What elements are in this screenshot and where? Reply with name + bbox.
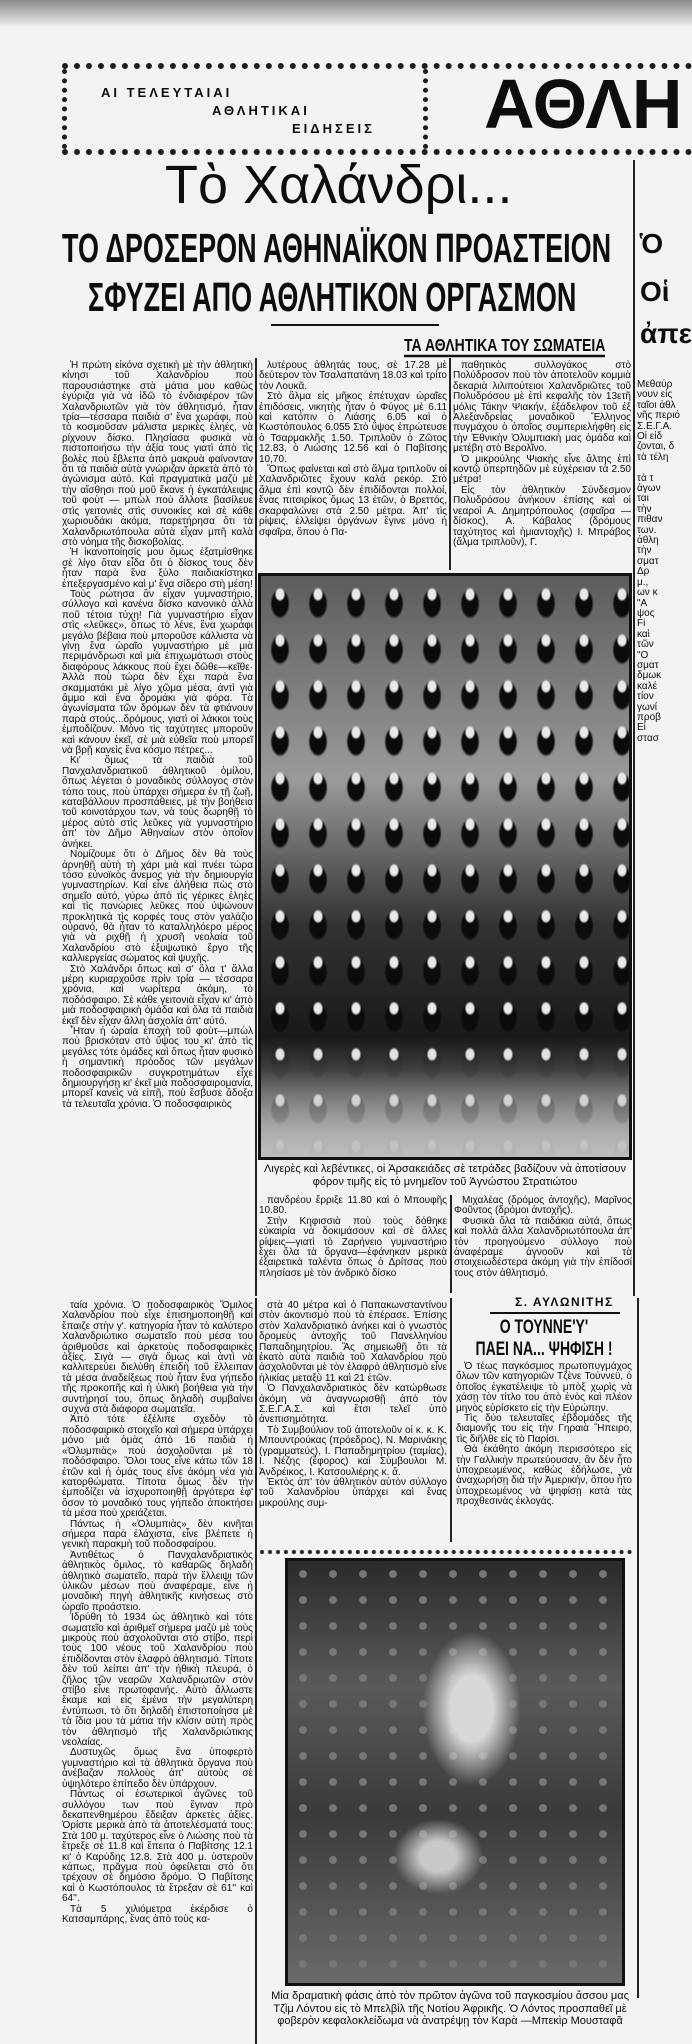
- text-fragment: στασ: [637, 732, 659, 744]
- text-fragment: τίον: [637, 691, 654, 703]
- scan-edge: [0, 0, 692, 26]
- text-fragment: τὰ τ: [637, 472, 654, 484]
- text-fragment: νουν εἰς: [637, 389, 673, 401]
- article-title: Τὸ Χαλάνδρι...: [165, 155, 513, 215]
- paragraph: Φυσικὰ ὅλα τὰ παιδάκια αὐτά, ὅπως καὶ πολλὰ ἄλλα Χαλανδριωτόπουλα ἀπ' τὸν προηγούμενο σύλλογο ποὺ ἀναφέραμε ἀγνοοῦν καὶ τὰ στοιχειωδέστερα ἀκόμη γιὰ τὴν ἐπίδοσί τους στὸν ἀθλητισμό.: [454, 1215, 632, 1279]
- text-fragment: δμωκ: [637, 670, 662, 682]
- paragraph: Πάντως ἡ «Ὀλυμπιὰς» δὲν κινῆται σήμερα παρὰ ἐλάχιστα, εἶνε βλέπετε ἡ γενικὴ παρακμὴ τοῦ ποδοσφαίρου.: [62, 1518, 253, 1551]
- paragraph: Τὶς δύο τελευταῖες ἑβδομάδες τῆς διαμονῆς του εἰς τὴν Γηραιὰ Ἤπειρο, τὶς διῆλθε εἰς τὸ Παρίσι.: [456, 1413, 632, 1445]
- paragraph: Στὸ Χαλάνδρι ὅπως καὶ σ' ὅλα τ' ἄλλα μέρη κυριαρχοῦσε πρὶν τρία — τέσσαρα χρόνια, καὶ νωρίτερα ἀκόμη, τὸ ποδόσφαιρο. Σὲ κάθε γειτονιὰ εἶχαν κι' ἀπὸ μιὰ ποδοσφαιρικὴ ὁμάδα καὶ ὅλα τὰ παιδιὰ ἐκεῖ δὲν εἶχαν ἄλλη ἀσχολία ἀπ' αὐτό.: [62, 963, 253, 1027]
- paragraph: Στὴν Κηφισσιὰ ποὺ τοὺς δόθηκε εὐκαιρία νὰ δοκιμάσουν καὶ σὲ ἄλλες ρίψεις—γιατὶ τὸ Ζαρήνειο γυμναστήριο ἔχει ὅλα τὰ ὄργανα—ἐφάνηκαν μερικὰ ἐξαιρετικὰ ταλέντα ὅπως ὁ Δρίτσας ποὺ πλησίασε μὲ τὸν ἀνδρικὸ δίσκο: [259, 1215, 447, 1279]
- adjacent-article-fragment: [637, 380, 691, 744]
- text-fragment: τὴν: [637, 503, 652, 515]
- article-column-3: [453, 361, 631, 548]
- column-rule: [633, 160, 635, 1296]
- adjacent-headline-fragment: ἀπε: [640, 318, 692, 349]
- paragraph: Ὁ μικρούλης Ψιακὴς εἶνε ἄλτης ἐπὶ κοντῷ ὑπερπηδῶν μὲ εὐχέρειαν τὰ 2.50 μέτρα!: [453, 453, 631, 486]
- paragraph: Ἦταν ἡ ὡραία ἐποχὴ τοῦ φοὺτ—μπὼλ ποὺ βρισκόταν στὸ ὕψος του κι' ἀπὸ τὶς μεγάλες τότε ὁμάδες καὶ ὅπως ἦταν φυσικὸ ἡ σημαντικὴ πρόοδος τῶν μεγάλων ποδοσφαιρικῶν συγκροτημάτων εἶχε δημιουργήσῃ κι' ἐκεῖ μιὰ ποδοσφαιρομανία, μπορεῖ κανεὶς νὰ εἰπῇ, ποὺ ἔσβυσε ἄδοξα τὰ τελευταῖα χρόνια. Ὁ ποδοσφαιρικὸς: [62, 1026, 253, 1110]
- text-fragment: Fi: [637, 618, 646, 630]
- paragraph: ταία χρόνια. Ὁ ποδοσφαιρικὸς Ὅμιλος Χαλανδρίου ποὺ εἶχε ἐπισημοποιηθῇ καὶ ἔπαιζε στὴν γ'. κατηγορία ἦταν τὸ καλύτερο Χαλανδριώτικο σωματεῖο ποὺ μέσα του ἀριθμοῦσε καὶ ἀρκετοὺς ποδοσφαιρικὲς ἀξίες. Σιγὰ — σιγὰ ὅμως καὶ ἀντὶ νὰ καλλιτερεύει διελύθη ἐπειδὴ τοῦ ἔλλειπαν τὰ μέσα ἀναδείξεως ποὺ ἦταν ἕνα γήπεδο τῆς προκοπῆς καὶ ἡ ὑλικὴ βοήθεια γιὰ τὴν συντήρησί του, ὅπως δηλαδὴ συμβαίνει συχνὰ στὰ διάφορα σωματεῖα.: [62, 1300, 253, 1416]
- paragraph: λυτέρους ἀθλητάς τους, σὲ 17.28 μὲ δεύτερον τὸν Τσαλαπατάνη 18.03 καὶ τρίτο τὸν Λουκᾶ.: [259, 360, 447, 392]
- byline-rule: [490, 1312, 620, 1314]
- paragraph: Τὰ 5 χιλιόμετρα ἐκέρδισε ὁ Κατσαμπάρης, ἕνας ἀπὸ τοὺς κα-: [62, 1903, 253, 1925]
- article-column-2-continued: [259, 1196, 447, 1279]
- text-fragment: νῆς περιό: [637, 410, 680, 422]
- column-rule: [637, 1298, 639, 1998]
- article-column-1-bottom: [62, 1301, 253, 1925]
- text-fragment: τὰ τέλη: [637, 451, 669, 463]
- paragraph: Δυστυχῶς ὅμως ἕνα ὑποφερτὸ γυμναστήριο καὶ τὰ ἀθλητικὰ ὄργανα ποὺ ἀνέβαζαν πολλοὺς ἀπ' αὐτοὺς σὲ ὑψηλότερο ἐπίπεδο δὲν ὑπάρχουν.: [62, 1747, 253, 1790]
- column-rule: [255, 358, 257, 1296]
- text-fragment: Μεθαύρ: [637, 379, 673, 390]
- text-fragment: των.: [637, 524, 657, 536]
- text-fragment: καὶ: [637, 628, 650, 640]
- text-fragment: Σ.Ε.Γ.Α.: [637, 420, 673, 432]
- text-fragment: ἀγων: [637, 483, 661, 495]
- paragraph: στὰ 40 μέτρα καὶ ὁ Παπακωνσταντίνου στὸν ἀκοντισμὸ ποὺ τὰ ἐπέρασε. Ἐπίσης στὸν Χαλανδριατικὸ ἀνήκει καὶ ὁ γνωστὸς δρομεὺς ἀντοχῆς τοῦ Πανελληνίου Παπαδημητρίου. Ἂς σημειωθῇ ὅτι τὰ ἑκατὸ αὐτὰ παιδιὰ τοῦ Χαλανδρίου ποὺ ἀσχολοῦνται μὲ τὸν ἐλαφρὸ ἀθλητισμὸ εἶνε ἡλικίας μεταξὺ 11 καὶ 21 ἐτῶν.: [259, 1300, 447, 1384]
- text-fragment: ἀθλη: [637, 535, 659, 547]
- text-fragment: καλέ: [637, 680, 658, 692]
- column-rule: [255, 1298, 257, 2044]
- text-fragment: προβ: [637, 711, 661, 723]
- kicker-line: ΕΙΔΗΣΕΙΣ: [292, 121, 375, 136]
- paragraph: Ἀπὸ τότε ἐξέλιπε σχεδὸν τὸ ποδοσφαιρικὸ στοιχεῖο καὶ σήμερα ὑπάρχει μόνο μιὰ ὁμὰς ἀπὸ 16 παιδιὰ ἡ «Ὀλυμπιὰς» ποὺ ἀσχολοῦνται μὲ τὸ ποδόσφαιρο. Ὅλοι τους εἶνε κάτω τῶν 18 ἐτῶν καὶ ἡ ὁμάς τους εἶνε ἀκόμη νέα γιὰ κατορθώματα. Τίποτα ὅμως δὲν τὴν ἐμποδίζει νὰ ἰσχυροποιηθῇ ἀργότερα ἐφ' ὅσον τὸ μοναδικό τους γήπεδο ἀποκτήσει τὰ μέσα ποὺ χρειάζεται.: [62, 1414, 253, 1520]
- masthead: ΑΘΛΗ: [484, 65, 683, 143]
- paragraph: Ἱδρύθη τὸ 1934 ὡς ἀθλητικὸ καὶ τότε σωματεῖο καὶ ἀριθμεῖ σήμερα μαζὺ μὲ τοὺς μικροὺς ποὺ ἀσχολοῦνται στὸ στίβο, περὶ τοὺς 100 νέους τοῦ Χαλανδρίου ποὺ ἐπιδίδονται στὸν ἐλαφρὸ ἀθλητισμό. Τίποτε δὲν τοῦ λείπει ἀπ' τὴν ἠθικὴ πλευρά, ὁ ζῆλος τῶν νεαρῶν Χαλανδριωτῶν στὸν στίβο εἶνε πρωτοφανής. Αὐτὸ ἄλλωστε ἔκαμε καὶ εἰς ἐμένα τὴν μεγαλύτερη ἐντύπωσι, τὸ ὅτι δηλαδὴ ἐπιστοποίησα μὲ τὰ ἴδια μου τὰ μάτια τὴν κλίσιν αὐτὴ πρὸς τὸν ἀθλητισμὸ τῆς Χαλανδριώτικης νεολαίας.: [62, 1612, 253, 1749]
- paragraph: Πάντως οἱ ἐσωτερικοὶ ἀγῶνες τοῦ συλλόγου των ποὺ ἔγιναν πρὸ δεκαπενθημέρου ἔδειξαν ἀρκετὲς ἀξίες. Ὁρίστε μερικὰ ἀπὸ τὰ ἀποτελέσματά τους: Στὰ 100 μ. ταχύτερος εἶνε ὁ Λιώσης ποὺ τὰ ἔτρεξε σὲ 11.8 καὶ ἔπειτα ὁ Παβίτσης 12.1 κι' ὁ Καρύδης 12.8. Στὰ 400 μ. ὑστεροῦν κάπως, πρᾶγμα ποὺ ὀφείλεται στὸ ὅτι τρέχουν σὲ δημόσιο δρόμο. Ὁ Παβίτσης καὶ ὁ Κωστόπουλος τὰ ἔτρεξαν σὲ 61'' καὶ 64''.: [62, 1789, 253, 1905]
- text-fragment: μ.,: [637, 576, 649, 588]
- tunney-headline-line: Ο ΤΟΥΝΝΕ'Υ': [499, 1314, 589, 1337]
- section-heading: ΤΑ ΑΘΛΗΤΙΚΑ ΤΟΥ ΣΩΜΑΤΕΙΑ: [404, 336, 605, 357]
- column-rule: [449, 358, 451, 570]
- paragraph: Ὁ Πανχαλανδριατικὸς δὲν κατώρθωσε ἀκόμη νὰ ἀναγνωρισθῇ ἀπὸ τὸν Σ.Ε.Γ.Α.Σ. καὶ ἔτσι τελεῖ ὑπὸ ἀνεπισημότητα.: [259, 1383, 447, 1426]
- text-fragment: τῶν: [637, 639, 654, 651]
- text-fragment: ζονται, δ: [637, 441, 675, 453]
- headline-line: ΣΦΥΖΕΙ ΑΠΟ ΑΘΛΗΤΙΚΟΝ ΟΡΓΑΣΜΟΝ: [88, 275, 577, 320]
- text-fragment: ται: [637, 493, 649, 505]
- text-fragment: σματ: [637, 555, 659, 567]
- paragraph: Ἡ ἱκανοποίησίς μου ὅμως ἐξατμίσθηκε σὲ λίγο ὅταν εἶδα ὅτι ὁ δίσκος τους δὲν ἦταν παρὰ ἕνα ξύλο παιδιακίστηκα ἐπεξεργασμένο καὶ μ' ἕνα σίδερο στὴ μέση!: [62, 547, 253, 590]
- paragraph: Μιχαλέας (δρόμος ἀντοχῆς), Μαρῖνος Φοῦντος (δρόμοι ἀντοχῆς).: [454, 1195, 632, 1217]
- paragraph: Ἀντιθέτως ὁ Πανχαλανδριατικὸς ἀθλητικὸς ὅμιλος, τὸ καθαρῶς δηλαδὴ ἀθλητικὸ σωματεῖο, παρὰ τὴν ἔλλειψι τῶν ὑλικῶν μέσων ποὺ ἀναφέραμε, εἶνε ἡ μοναδικὴ πηγὴ ἀθλητικῆς κινήσεως στὸ ὡραῖο προάστειο.: [62, 1549, 253, 1613]
- paragraph: Εἰς τὸν ἀθλητικὸν Σύνδεσμον Πολυδρόσου ἀνήκουν ἐπίσης καὶ οἱ νεαροὶ Α. Δημητρόπουλος (σφαῖρα — δίσκος), Α. Κάβαλος (δρόμους ταχύτητος καὶ ἡμιαντοχῆς) Ι. Μπράβος (ἅλμα τριπλοῦν), Γ.: [453, 484, 631, 548]
- column-rule: [450, 1298, 452, 1542]
- paragraph: Τὸ Συμβούλιον τοῦ ἀποτελοῦν οἱ κ. κ. Κ. Μπουντρούκας (πρόεδρος), Ν. Μαρινάκης (γραμματεύς), Ι. Παπαδημητρίου (ταμίας), Ι. Νέζης (ἔφορος) καὶ Σύμβουλοι Μ. Ἀνδρέικος, Ι. Κατσουλιέρης κ. ἄ.: [259, 1424, 447, 1478]
- paragraph: Κι' ὅμως τὰ παιδιὰ τοῦ Πανχαλανδριατικοῦ ἀθλητικοῦ ὁμίλου, ὅπως λέγεται ὁ μοναδικὸς σύλλογος στὸν τόπο τους, ποὺ ὑπάρχει σήμερα ἐν τῇ ζωῇ, καταβάλλουν προσπάθειες, μὲ τὴν βοήθεια τοῦ κοινοτάρχου των, νὰ τοὺς δωρηθῇ τὸ μέρος αὐτὸ στὶς λεῦκες γιὰ γυμναστήριο ἀπ' τὸν Δῆμο Ἀθηναίων στὸν ὁποῖον ἀνήκει.: [62, 755, 253, 850]
- article-column-1: [62, 361, 253, 1110]
- paragraph: Στὸ ἅλμα εἰς μῆκος ἐπέτυχαν ὡραῖες ἐπιδόσεις, νικητὴς ἦταν ὁ Φύγος μὲ 6.11 καὶ κατόπιν ὁ Λιάσης 6.05 καὶ ὁ Κωστόπουλος 6.055 Στὸ ὕψος ἐπρώτευσε ὁ Τσαρμακλῆς 1.50. Τριπλοῦν ὁ Ζῶτος 12.83, ὁ Λιώσης 12.56 καὶ ὁ Παβίτσης 10,70.: [259, 391, 447, 465]
- paragraph: Νομίζουμε ὅτι ὁ Δῆμος δὲν θὰ τοὺς ἀρνηθῇ αὐτὴ τὴ χάρι μιὰ καὶ πνέει τώρα τόσο εὐνοϊκὸς ἄνεμος γιὰ τὴν δημιουργία γυμναστηρίων. Καὶ εἶνε ἀλήθεια πὼς στὸ σημεῖο αὐτό, γύρω ἀπὸ τὶς γέρικες ἐληὲς καὶ τὶς πανώριες λεῦκες ποὺ ὑψώνουν προκλητικὰ τὶς κορφές τους στὸν γαλάζιο οὐρανό, θὰ ἦταν τὸ καταλληλόερο μέρος γιὰ νὰ ριχθῇ ἡ χρυσῆ νεολαία τοῦ Χαλανδρίου στὸ ἐξυψωτικὸ ἔργο τῆς καλλιεργείας σώματος καὶ ψυχῆς.: [62, 849, 253, 965]
- text-fragment: "Ο: [637, 649, 649, 661]
- article-column-3-continued: [454, 1196, 632, 1279]
- text-fragment: τὴν: [637, 545, 652, 557]
- text-fragment: Δρ: [637, 566, 650, 578]
- text-fragment: Οἱ εἰδ: [637, 431, 663, 443]
- text-fragment: σματ: [637, 659, 659, 671]
- text-fragment: πιθαν: [637, 514, 663, 526]
- tunney-headline-line: ΠΑΕΙ ΝΑ... ΨΗΦΙΣΗ !: [475, 1336, 613, 1359]
- photo-caption: Μία δραματικὴ φάσις ἀπὸ τὸν πρῶτον ἀγῶνα τοῦ παγκοσμίου ἄσσου μας Τζὶμ Λόντου εἰς τὸ Μπελβὶλ τῆς Νοτίου Ἀφρικῆς. Ὁ Λόντος προσπαθεῖ μὲ φοβερὸν κεφαλοκλείδωμα νὰ ἀνατρέψῃ τὸν Καρὰ —Μπεκὶρ Μουσταφᾶ: [271, 1990, 629, 2027]
- paragraph: Ὁ τέως παγκόσμιος πρωτοπυγμάχος ὅλων τῶν κατηγοριῶν Τζὲνε Τούννεϋ, ὁ ὁποῖος ἐγκατέλειψε τὸ μπὸξ χωρὶς νὰ χάσῃ τὸν τίτλο του ἀπὸ ἑνὸς καὶ πλέον μηνὸς εὑρίσκετο εἰς τὴν Εὐρώπην.: [456, 1361, 632, 1414]
- text-fragment: ψος: [637, 607, 655, 619]
- ornamental-divider: [260, 1550, 632, 1554]
- photo-arsakeiades-march: [258, 573, 632, 1160]
- headline-line: ΤΟ ΔΡΟΣΕΡΟΝ ΑΘΗΝΑΪΚΟΝ ΠΡΟΑΣΤΕΙΟΝ: [62, 226, 612, 271]
- paragraph: Ἡ πρώτη εἰκόνα σχετικὴ μὲ τὴν ἀθλητικὴ κίνησι τοῦ Χαλανδρίου ποὺ παρουσιάστηκε στὰ μάτια μου καθὼς ἐγύριζα γιὰ νὰ ἰδῶ τὸ ἐνδιαφέρον τῶν Χαλανδριωτῶν γιὰ τὸν ἀθλητισμό, ἦταν τρία—τέσσαρα παιδιὰ σ' ἕνα χωράφι, ποὺ τὸ κοσμοῦσαν μάλιστα μερικὲς ἐληές, νὰ ρίχνουν δίσκο. Πλησίασα φυσικὰ νὰ πιστοποιήσω τὴν ἀξία τους γιατὶ ἀπὸ τὶς βολὲς ποὺ ἔβλεπα ἀπὸ μακρυὰ φαίνονταν ὅτι τὰ παιδιὰ αὐτὰ γνώριζαν ἀρκετὰ ἀπὸ τὸ ἀγώνισμα αὐτό. Καὶ πραγματικὰ μαζὺ μὲ τὴν αἴσθησι ποὺ μοῦ ἔκανε ἡ ἐγκατάλειψις τοῦ φοὺτ — μπὼλ ποὺ ἄλλοτε βασίλευε στὶς γειτονιὲς στὶς συνοικίες καὶ σὲ κάθε χωριουδάκι ἀκόμα, παρετήρησα ὅτι τὰ Χαλανδριωτόπουλα αὐτὰ εἶχαν μπῆ καλὰ στὸ νόημα τῆς δισκοβολίας.: [62, 360, 253, 548]
- photo-londos-wrestling: [285, 1558, 625, 1986]
- tunney-article: [456, 1362, 632, 1508]
- text-fragment: ων κ: [637, 587, 658, 599]
- paragraph: Τοὺς ρώτησα ἂν εἶχαν γυμναστήριο, σύλλογο καὶ κανένα δίσκο κανονικὸ ἀλλὰ ποῦ τέτοια τύχη! Γιὰ γυμναστήριο εἶχαν στὶς «λεῦκες», ὅπως τὸ λένε, ἕνα χωράφι μεγάλο βέβαια ποὺ μποροῦσε κάλλιστα νὰ γίνῃ ἕνα ὡραῖο γυμναστήριο μὲ μιὰ περιμάνδρωσι καὶ μιὰ ἐπιχωμάτωσι στοὺς διαφόρους λάκκους ποὺ ἔχει δῶθε—κεῖθε· Ἀλλὰ ποὺ τώρα δὲν ἔχει παρὰ ἕνα σκαμματάκι μὲ λίγο χῶμα μέσα, ἀντὶ γιὰ ἄμμο καὶ ἕνα δρομάκι γιὰ φόρα. Τὰ ἀγωνίσματα τῶν δρόμων δὲν τὰ φτιάνουν παρὰ στούς...δρόμους, γιατὶ οἱ λάκκοι τοὺς ἐμποδίζουν. Μόνο τὶς ταχύτητες μποροῦν καὶ κάνουν ἐκεῖ, σὲ μιὰ εὐθεῖα ποὺ μπορεῖ νὰ βρῇ κανεὶς ἕνα κόσμο πέτρες...: [62, 588, 253, 757]
- adjacent-headline-fragment: Οἱ: [640, 276, 670, 307]
- paragraph: παθητικὸς συλλογάκος στὸ Πολύδροσον ποὺ τὸν ἀποτελοῦν κομμιὰ δεκαριὰ λιλιπούτειοι Χαλανδριῶτες τοῦ Πολυδρόσου μὲ ἐπὶ κεφαλῆς τὸν 13ετῆ μόλις Τάκην Ψιακήν, ἐξάδελφον τοῦ ἐξ Ἀλεξανδρείας μοναδικοῦ Ἕλληνος πυγμάχου ὁ ὁποῖος συμπεριελήφθη εἰς τὴν Ἐθνικὴν Ὀλυμπιακὴ μας ὁμάδα καὶ μετέβη στὸ Βερολῖνο.: [453, 360, 631, 455]
- article-column-2-bottom: [259, 1301, 447, 1509]
- kicker-line: ΑΘΛΗΤΙΚΑΙ: [212, 103, 310, 118]
- adjacent-headline-fragment: Ὁ: [640, 228, 664, 259]
- text-fragment: "Α: [637, 597, 648, 609]
- paragraph: Ὅπως φαίνεται καὶ στὸ ἅλμα τριπλοῦν οἱ Χαλανδριῶτες ἔχουν καλὰ ρεκόρ. Στὸ ἅλμα ἐπὶ κοντῷ δὲν ἐπιδίδονται πολλοί, ἕνας πιτσιρίκος ὅμως 13 ἐτῶν, ὁ Βρεττός, σκαρφαλώνει στὰ 2.50 μέτρα. Ἀπ' τὶς ρίψεις, ἐλλείψει ὀργάνων ἔγινε μόνο ἡ σφαῖρα, ὅπου ὁ Πα-: [259, 464, 447, 538]
- photo-caption: Λιγερὲς καὶ λεβέντικες, οἱ Ἀρσακειάδες σὲ τετράδες βαδίζουν νὰ ἀποτίσουν φόρον τιμῆς εἰς τὸ μνημεῖον τοῦ Ἀγνώστου Στρατιώτου: [264, 1163, 626, 1188]
- article-column-2: [259, 361, 447, 538]
- headline-underline: [271, 324, 439, 326]
- text-fragment: γωνί: [637, 701, 658, 713]
- kicker-box: [62, 69, 428, 149]
- paragraph: Θὰ ἐκάθητο ἀκόμη περισσότερο εἰς τὴν Γαλλικὴν πρωτεύουσαν, ἂν δὲν ἦτο ὑποχρεωμένος, καθὼς ἐδήλωσε, νὰ ἀναχωρήσῃ διὰ τὴν Ἀμερικήν, ὅπου ἦτο ὑποχρεωμένος νὰ ψηφίσῃ κατὰ τὰς προχθεσινὰς ἐκλογάς.: [456, 1444, 632, 1508]
- author-byline: Σ. ΑΥΛΩΝΙΤΗΣ: [515, 1295, 614, 1309]
- column-rule: [450, 1195, 452, 1293]
- text-fragment: ταῖοι ἀθλ: [637, 399, 676, 411]
- text-fragment: Εἰ: [637, 722, 646, 734]
- paragraph: πανδρέου ἔρριξε 11.80 καὶ ὁ Μπουφῆς 10.80.: [259, 1195, 447, 1217]
- paragraph: Ἐκτὸς ἀπ' τὸν ἀθλητικὸν αὐτὸν σύλλογο τοῦ Χαλανδρίου ὑπάρχει καὶ ἕνας μικρούλης συμ-: [259, 1476, 447, 1509]
- kicker-line: ΑΙ ΤΕΛΕΥΤΑΙΑΙ: [101, 85, 233, 100]
